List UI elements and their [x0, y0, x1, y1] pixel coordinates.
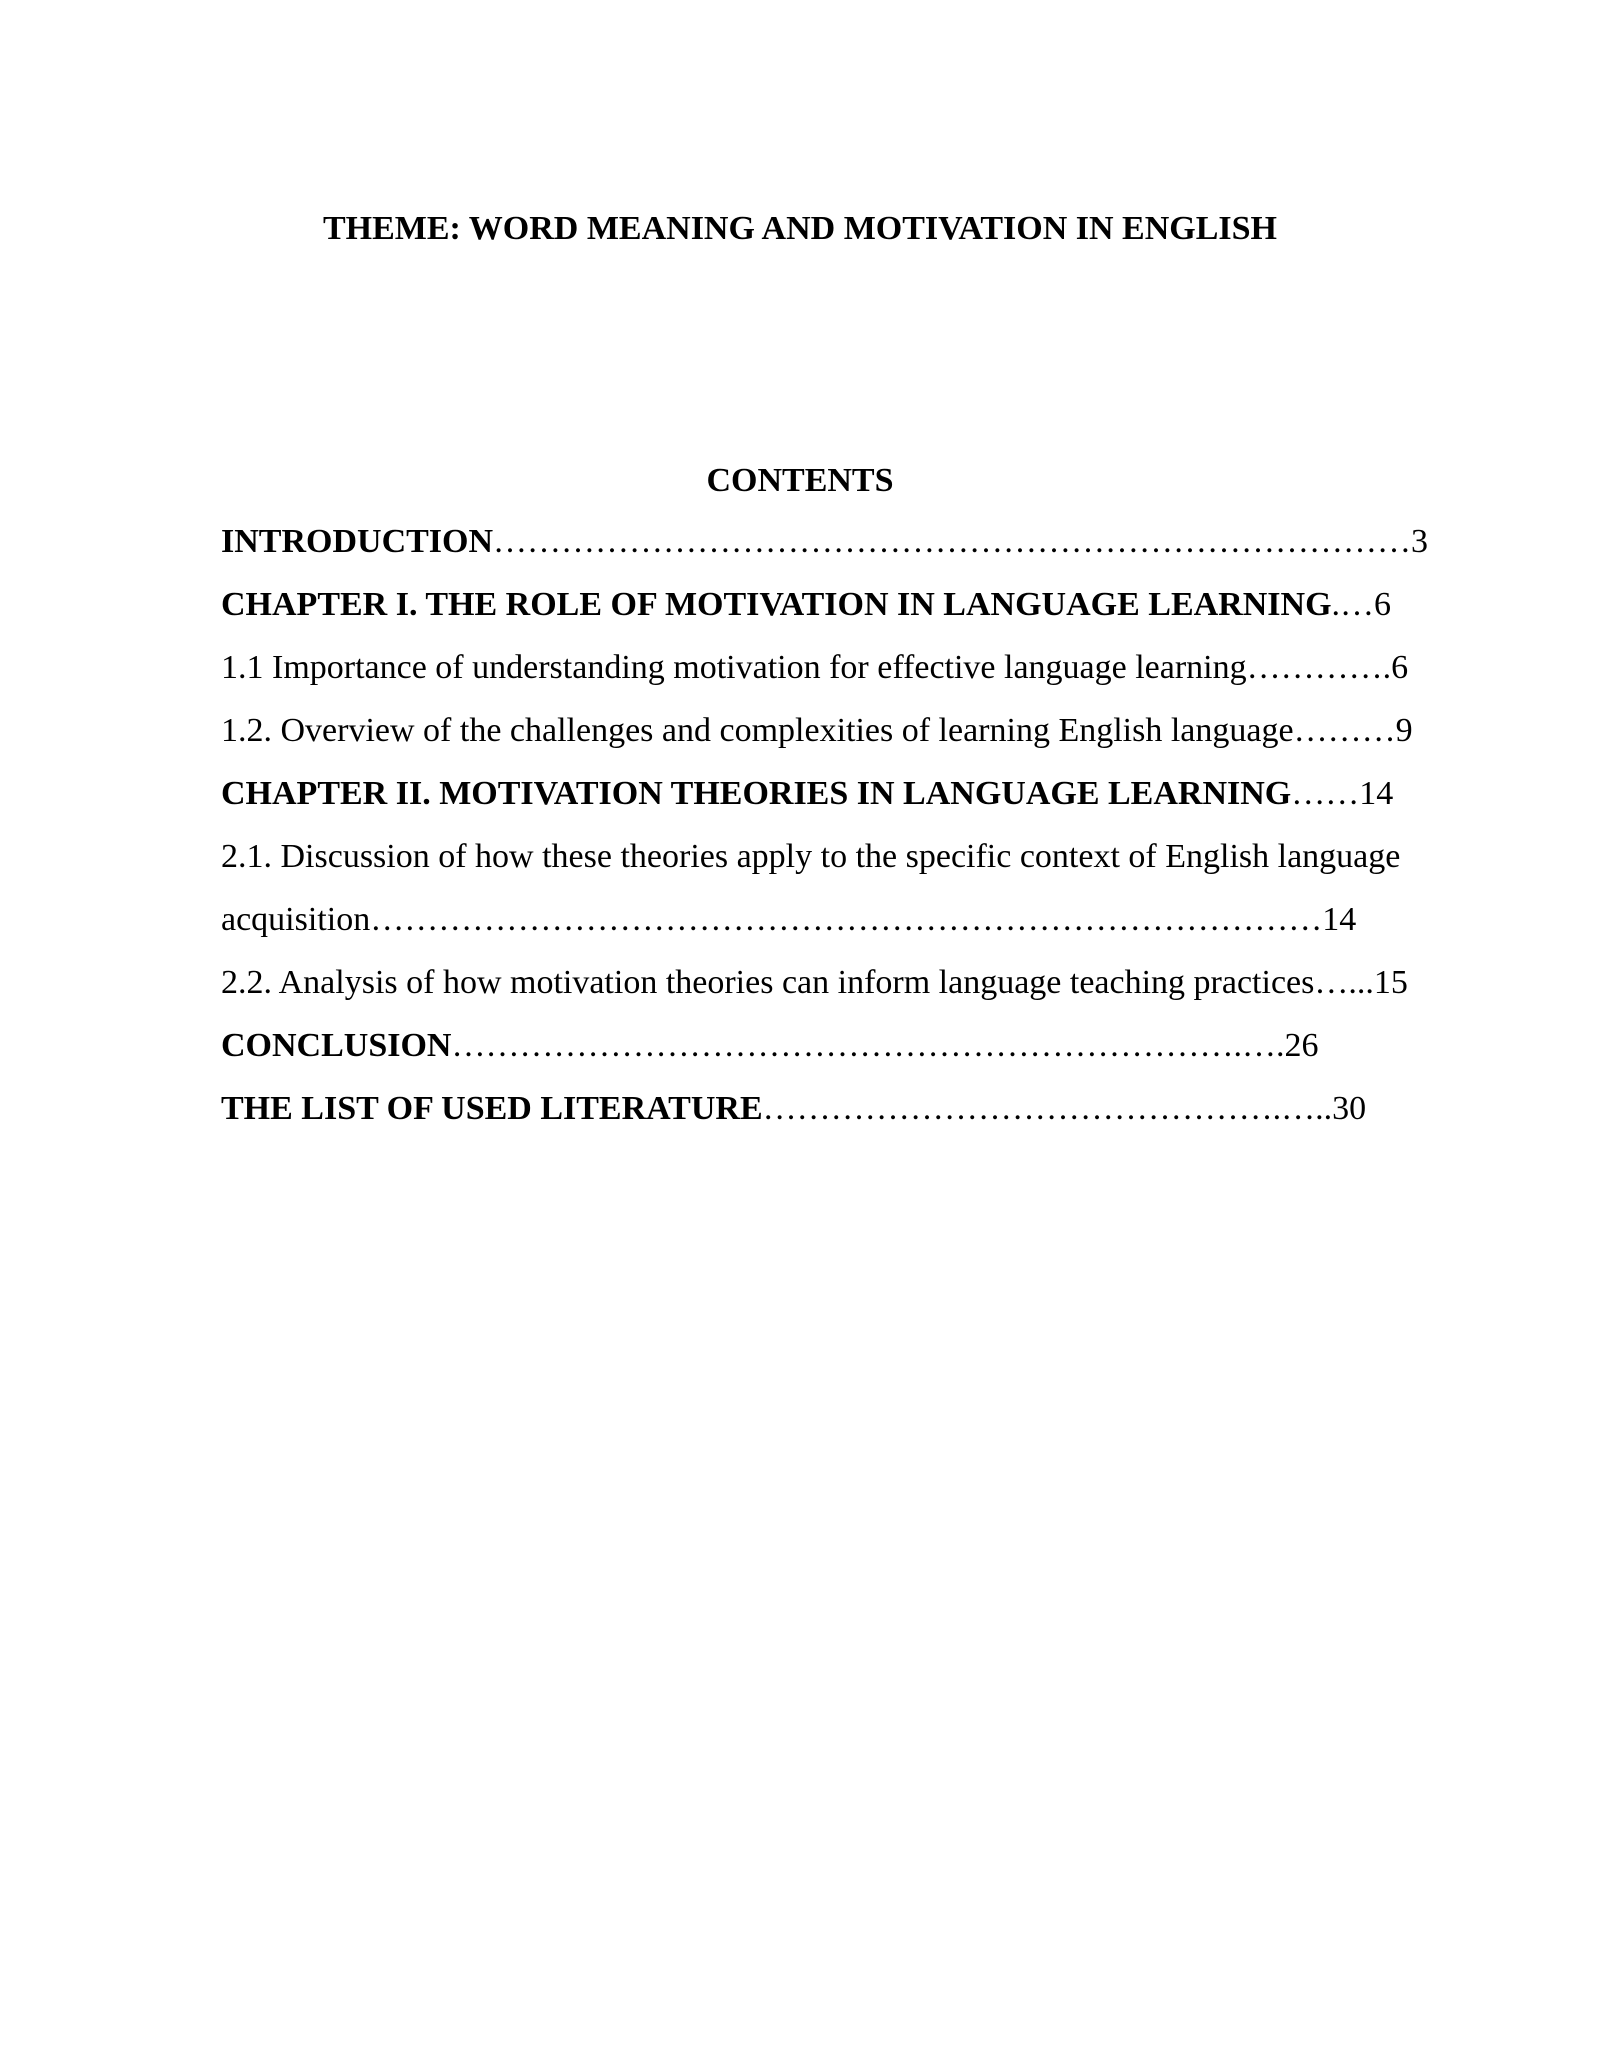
- toc-entry-label: INTRODUCTION: [221, 523, 494, 560]
- toc-entry-label-continued: acquisition: [221, 901, 371, 938]
- toc-entry-label: 2.2. Analysis of how motivation theories can inform language teaching practices: [221, 964, 1315, 1001]
- toc-entry-label: CONCLUSION: [221, 1027, 452, 1064]
- toc-entry-page: 6: [1391, 649, 1409, 686]
- toc-entry-label: 1.1 Importance of understanding motivation for effective language learning: [221, 649, 1247, 686]
- toc-entry-page: 14: [1359, 775, 1394, 812]
- toc-entry-leader: …………………………………………………………….….: [451, 1027, 1285, 1064]
- toc-entry-2-2: [221, 963, 1479, 1003]
- toc-entry-leader: …………………………………………………………………………: [370, 901, 1323, 938]
- toc-entry-leader: ………………………………………………………………………: [493, 523, 1412, 560]
- toc-entry-2-1: [221, 837, 1479, 877]
- toc-entry-2-1-continued: [221, 900, 1479, 940]
- toc-entry-page: 3: [1411, 523, 1429, 560]
- toc-entry-label: CHAPTER I. THE ROLE OF MOTIVATION IN LANGUAGE LEARNING: [221, 586, 1332, 623]
- toc-entry-label: THE LIST OF USED LITERATURE: [221, 1090, 763, 1127]
- toc-entry-page: 6: [1374, 586, 1392, 623]
- toc-entry-leader: ………….: [1246, 649, 1392, 686]
- toc-entry-1-1: [221, 648, 1479, 688]
- toc-entry-chapter-1: [221, 585, 1479, 625]
- toc-entry-introduction: [221, 522, 1479, 562]
- toc-entry-chapter-2: [221, 774, 1479, 814]
- toc-entry-page: 30: [1332, 1090, 1367, 1127]
- toc-entry-page: 15: [1373, 964, 1408, 1001]
- contents-heading: CONTENTS: [706, 462, 894, 499]
- toc-entry-page: 9: [1395, 712, 1413, 749]
- toc-entry-literature: [221, 1089, 1479, 1129]
- toc-entry-conclusion: [221, 1026, 1479, 1066]
- toc-entry-leader: .…: [1331, 586, 1375, 623]
- toc-entry-label: 2.1. Discussion of how these theories apply to the specific context of English language: [221, 838, 1401, 875]
- toc-entry-page: 26: [1284, 1027, 1319, 1064]
- toc-entry-label: 1.2. Overview of the challenges and complexities of learning English language: [221, 712, 1294, 749]
- toc-entry-leader: ………: [1293, 712, 1396, 749]
- toc-entry-leader: ……: [1291, 775, 1360, 812]
- toc-entry-label: CHAPTER II. MOTIVATION THEORIES IN LANGUAGE LEARNING: [221, 775, 1292, 812]
- toc-entry-leader: …...: [1314, 964, 1374, 1001]
- toc-entry-leader: ……………………………………….…..: [762, 1090, 1333, 1127]
- toc-entry-1-2: [221, 711, 1479, 751]
- toc-entry-page: 14: [1322, 901, 1357, 938]
- theme-title: THEME: WORD MEANING AND MOTIVATION IN ENGLISH: [322, 210, 1277, 247]
